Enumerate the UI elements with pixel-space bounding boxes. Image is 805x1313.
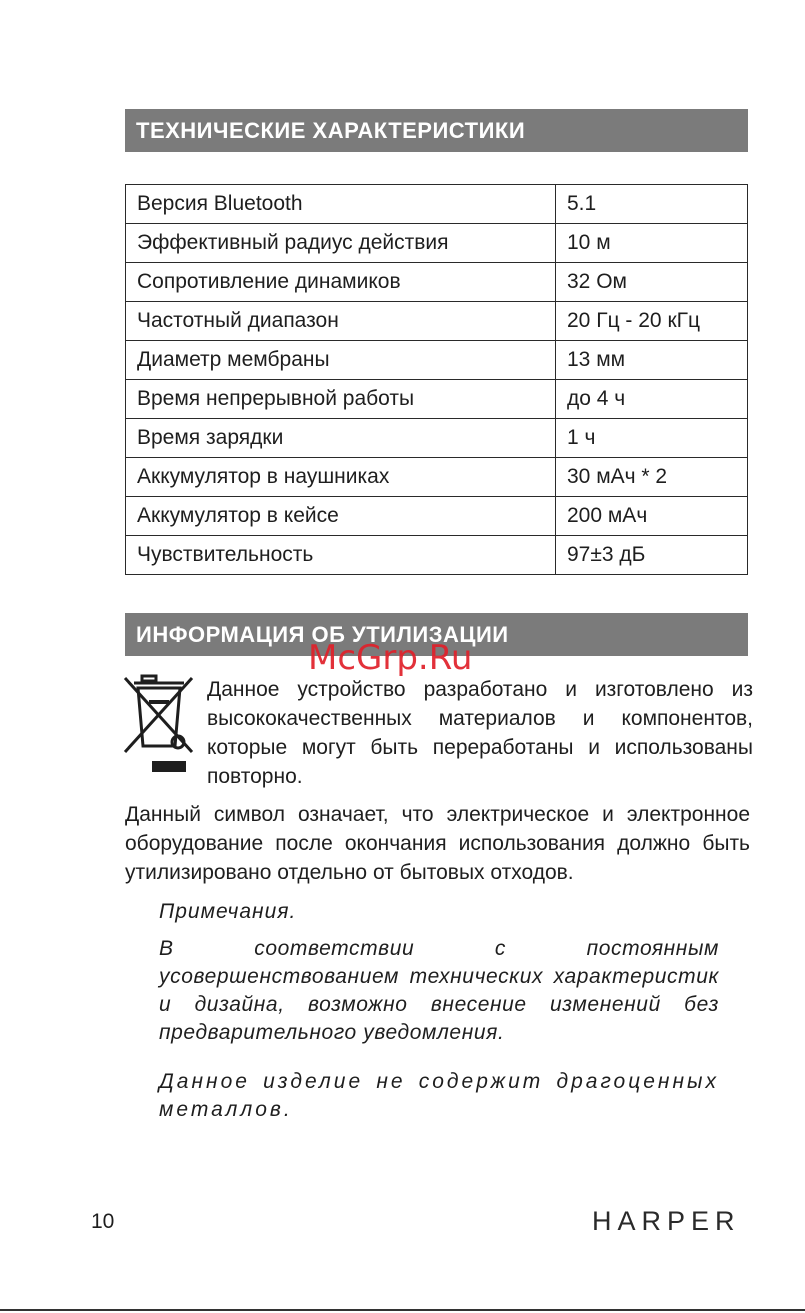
- disposal-paragraph-2: Данный символ означает, что электрическое и электронное оборудование после окончания использования должно быть утилизировано отдельно от бытовых отходов.: [125, 803, 750, 884]
- brand-logo: HARPER: [592, 1206, 741, 1236]
- note-2: Данное изделие не содержит драгоценных металлов.: [159, 1070, 719, 1121]
- weee-crossed-bin-icon: [122, 670, 196, 776]
- spec-label: Время зарядки: [126, 419, 556, 458]
- note-1: В соответствии с постоянным усовершенствованием технических характеристик и дизайна, возможно внесение изменений без предварительного уведомления.: [159, 937, 719, 1044]
- spec-label: Аккумулятор в наушниках: [126, 458, 556, 497]
- spec-value: 32 Ом: [556, 263, 748, 302]
- disposal-paragraph-1: Данное устройство разработано и изготовлено из высококачественных материалов и компонентов, которые могут быть переработаны и использованы повторно.: [207, 678, 753, 788]
- spec-label: Сопротивление динамиков: [126, 263, 556, 302]
- notes-title: Примечания.: [159, 900, 297, 923]
- spec-value: 30 мАч * 2: [556, 458, 748, 497]
- watermark: McGrp.Ru: [308, 638, 473, 678]
- spec-value: 13 мм: [556, 341, 748, 380]
- spec-value: 1 ч: [556, 419, 748, 458]
- spec-value: до 4 ч: [556, 380, 748, 419]
- spec-row: [126, 497, 748, 536]
- specs-section-title: ТЕХНИЧЕСКИЕ ХАРАКТЕРИСТИКИ: [125, 109, 748, 152]
- page-number: 10: [91, 1210, 115, 1233]
- spec-label: Аккумулятор в кейсе: [126, 497, 556, 536]
- spec-value: 5.1: [556, 185, 748, 224]
- spec-row: [126, 341, 748, 380]
- spec-row: [126, 419, 748, 458]
- spec-label: Версия Bluetooth: [126, 185, 556, 224]
- spec-row: [126, 302, 748, 341]
- spec-value: 97±3 дБ: [556, 536, 748, 575]
- spec-value: 200 мАч: [556, 497, 748, 536]
- spec-row: [126, 263, 748, 302]
- spec-row: [126, 458, 748, 497]
- spec-row: [126, 536, 748, 575]
- spec-label: Эффективный радиус действия: [126, 224, 556, 263]
- spec-row: [126, 185, 748, 224]
- disposal-section-title: ИНФОРМАЦИЯ ОБ УТИЛИЗАЦИИ: [125, 613, 748, 656]
- spec-label: Частотный диапазон: [126, 302, 556, 341]
- spec-label: Чувствительность: [126, 536, 556, 575]
- specs-table: [125, 184, 748, 575]
- spec-value: 10 м: [556, 224, 748, 263]
- spec-value: 20 Гц - 20 кГц: [556, 302, 748, 341]
- spec-label: Время непрерывной работы: [126, 380, 556, 419]
- spec-row: [126, 224, 748, 263]
- page-bottom-rule: [0, 1309, 805, 1311]
- spec-label: Диаметр мембраны: [126, 341, 556, 380]
- spec-row: [126, 380, 748, 419]
